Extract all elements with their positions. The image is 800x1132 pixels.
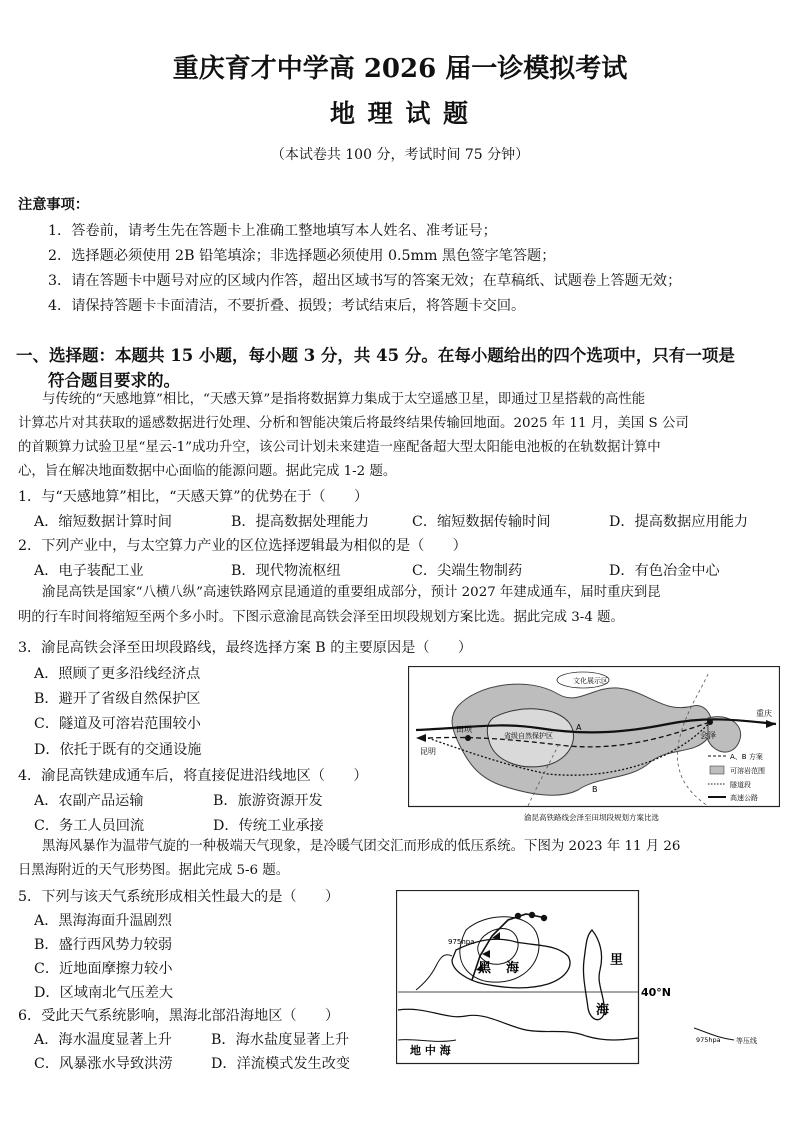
- question-5-stem: 5．下列与该天气系统形成相关性最大的是（ ）: [18, 889, 340, 905]
- legend-isobar-value: 975hpa: [696, 1036, 721, 1044]
- exam-info: （本试卷共 100 分，考试时间 75 分钟）: [270, 147, 530, 163]
- huize-label: 会泽: [700, 731, 716, 740]
- question-2-stem: 2．下列产业中，与太空算力产业的区位选择逻辑最为相似的是（ ）: [18, 538, 467, 554]
- q6-option-c[interactable]: C．风暴涨水导致洪涝: [34, 1056, 173, 1072]
- isobar-975-label: 975hpa: [448, 938, 475, 946]
- route-a-label: A: [576, 723, 582, 732]
- passage-line: 日黑海附近的天气形势图。据此完成 5-6 题。: [18, 863, 290, 878]
- q2-option-b[interactable]: B．现代物流枢纽: [231, 563, 341, 579]
- latitude-40n-label: 40°N: [641, 986, 672, 999]
- section-heading: 一、选择题：本题共 15 小题，每小题 3 分，共 45 分。在每小题给出的四个选项中，只有一项是: [16, 346, 735, 365]
- legend-highway: 高速公路: [730, 794, 758, 802]
- black-sea-weather-map: [396, 890, 786, 1066]
- q2-option-c[interactable]: C．尖端生物制药: [412, 563, 523, 579]
- black-sea-label-1: 黑: [478, 961, 492, 976]
- tianba-label: 田坝: [456, 725, 472, 734]
- q4-option-b[interactable]: B．旅游资源开发: [213, 793, 323, 809]
- passage-line: 心，旨在解决地面数据中心面临的能源问题。据此完成 1-2 题。: [18, 464, 397, 479]
- kunming-label: 昆明: [420, 747, 436, 756]
- passage-line: 计算芯片对其获取的遥感数据进行处理、分析和智能决策后将最终结果传输回地面。2025 年 11 月，美国 S 公司: [18, 416, 689, 431]
- note-item: 4．请保持答题卡卡面清洁，不要折叠、损毁；考试结束后，将答题卡交回。: [48, 298, 526, 314]
- passage-line: 与传统的“天感地算”相比，“天感天算”是指将数据算力集成于太空遥感卫星，即通过卫星搭载的高性能: [42, 392, 646, 407]
- caspian-sea-label-2: 海: [596, 1003, 610, 1018]
- map1-caption: 渝昆高铁路线会泽至田坝段规划方案比选: [524, 813, 659, 822]
- black-sea-label-2: 海: [506, 961, 520, 976]
- chongqing-label: 重庆: [756, 709, 772, 718]
- question-1-stem: 1．与“天感地算”相比，“天感天算”的优势在于（ ）: [18, 489, 369, 505]
- q5-option-a[interactable]: A．黑海海面升温剧烈: [34, 913, 172, 929]
- q6-option-d[interactable]: D．洋流模式发生改变: [211, 1056, 351, 1072]
- note-item: 1．答卷前，请考生先在答题卡上准确工整地填写本人姓名、准考证号；: [48, 223, 497, 239]
- q4-option-a[interactable]: A．农副产品运输: [34, 793, 144, 809]
- subject-title: 地 理 试 题: [329, 99, 471, 128]
- q5-option-b[interactable]: B．盛行西风势力较弱: [34, 937, 173, 953]
- q1-option-c[interactable]: C．缩短数据传输时间: [412, 514, 551, 530]
- q3-option-c[interactable]: C．隧道及可溶岩范围较小: [34, 716, 201, 732]
- passage-line: 渝昆高铁是国家“八横八纵”高速铁路网京昆通道的重要组成部分，预计 2027 年建成通车，届时重庆到昆: [42, 585, 661, 600]
- notes-heading: 注意事项：: [18, 197, 89, 213]
- passage-line: 的首颗算力试验卫星“星云-1”成功升空，该公司计划未来建造一座配备超大型太阳能电池板的在轨数据计算中: [18, 440, 661, 455]
- q3-option-b[interactable]: B．避开了省级自然保护区: [34, 691, 201, 707]
- question-4-stem: 4．渝昆高铁建成通车后，将直接促进沿线地区（ ）: [18, 768, 368, 784]
- legend-routes: A、B 方案: [730, 753, 763, 761]
- q4-option-c[interactable]: C．务工人员回流: [34, 818, 145, 834]
- q1-option-d[interactable]: D．提高数据应用能力: [609, 514, 749, 530]
- q3-option-a[interactable]: A．照顾了更多沿线经济点: [34, 666, 201, 682]
- legend-tunnel: 隧道段: [730, 781, 751, 789]
- legend-karst: 可溶岩范围: [730, 767, 765, 775]
- q5-option-c[interactable]: C．近地面摩擦力较小: [34, 961, 173, 977]
- route-b-label: B: [592, 785, 598, 794]
- caspian-sea-label-1: 里: [610, 953, 624, 968]
- section-heading-cont: 符合题目要求的。: [48, 371, 180, 390]
- q2-option-a[interactable]: A．电子装配工业: [34, 563, 144, 579]
- q4-option-d[interactable]: D．传统工业承接: [213, 818, 324, 834]
- reserve-label: 省级自然保护区: [504, 732, 553, 740]
- culture-area-label: 文化展示区: [573, 677, 608, 685]
- note-item: 3．请在答题卡中题号对应的区域内作答，超出区域书写的答案无效；在草稿纸、试题卷上答题无效；: [48, 273, 682, 289]
- exam-title: 重庆育才中学高 2026 届一诊模拟考试: [172, 54, 628, 84]
- passage-line: 黑海风暴作为温带气旋的一种极端天气现象，是冷暖气团交汇而形成的低压系统。下图为 2023 年 11 月 26: [42, 839, 681, 854]
- q5-option-d[interactable]: D．区域南北气压差大: [34, 985, 174, 1001]
- railway-route-map: [408, 666, 780, 824]
- legend-isobar-text: 等压线: [736, 1037, 757, 1045]
- q1-option-a[interactable]: A．缩短数据计算时间: [34, 514, 172, 530]
- q1-option-b[interactable]: B．提高数据处理能力: [231, 514, 370, 530]
- question-6-stem: 6．受此天气系统影响，黑海北部沿海地区（ ）: [18, 1008, 340, 1024]
- passage-line: 明的行车时间将缩短至两个多小时。下图示意渝昆高铁会泽至田坝段规划方案比选。据此完成 3-4 题。: [18, 610, 624, 625]
- note-item: 2．选择题必须使用 2B 铅笔填涂；非选择题必须使用 0.5mm 黑色签字笔答题；: [48, 248, 556, 264]
- q3-option-d[interactable]: D．依托于既有的交通设施: [34, 742, 202, 758]
- mediterranean-label: 地 中 海: [410, 1044, 451, 1057]
- q6-option-b[interactable]: B．海水盐度显著上升: [211, 1032, 350, 1048]
- q2-option-d[interactable]: D．有色冶金中心: [609, 563, 720, 579]
- question-3-stem: 3．渝昆高铁会泽至田坝段路线，最终选择方案 B 的主要原因是（ ）: [18, 640, 473, 656]
- q6-option-a[interactable]: A．海水温度显著上升: [34, 1032, 172, 1048]
